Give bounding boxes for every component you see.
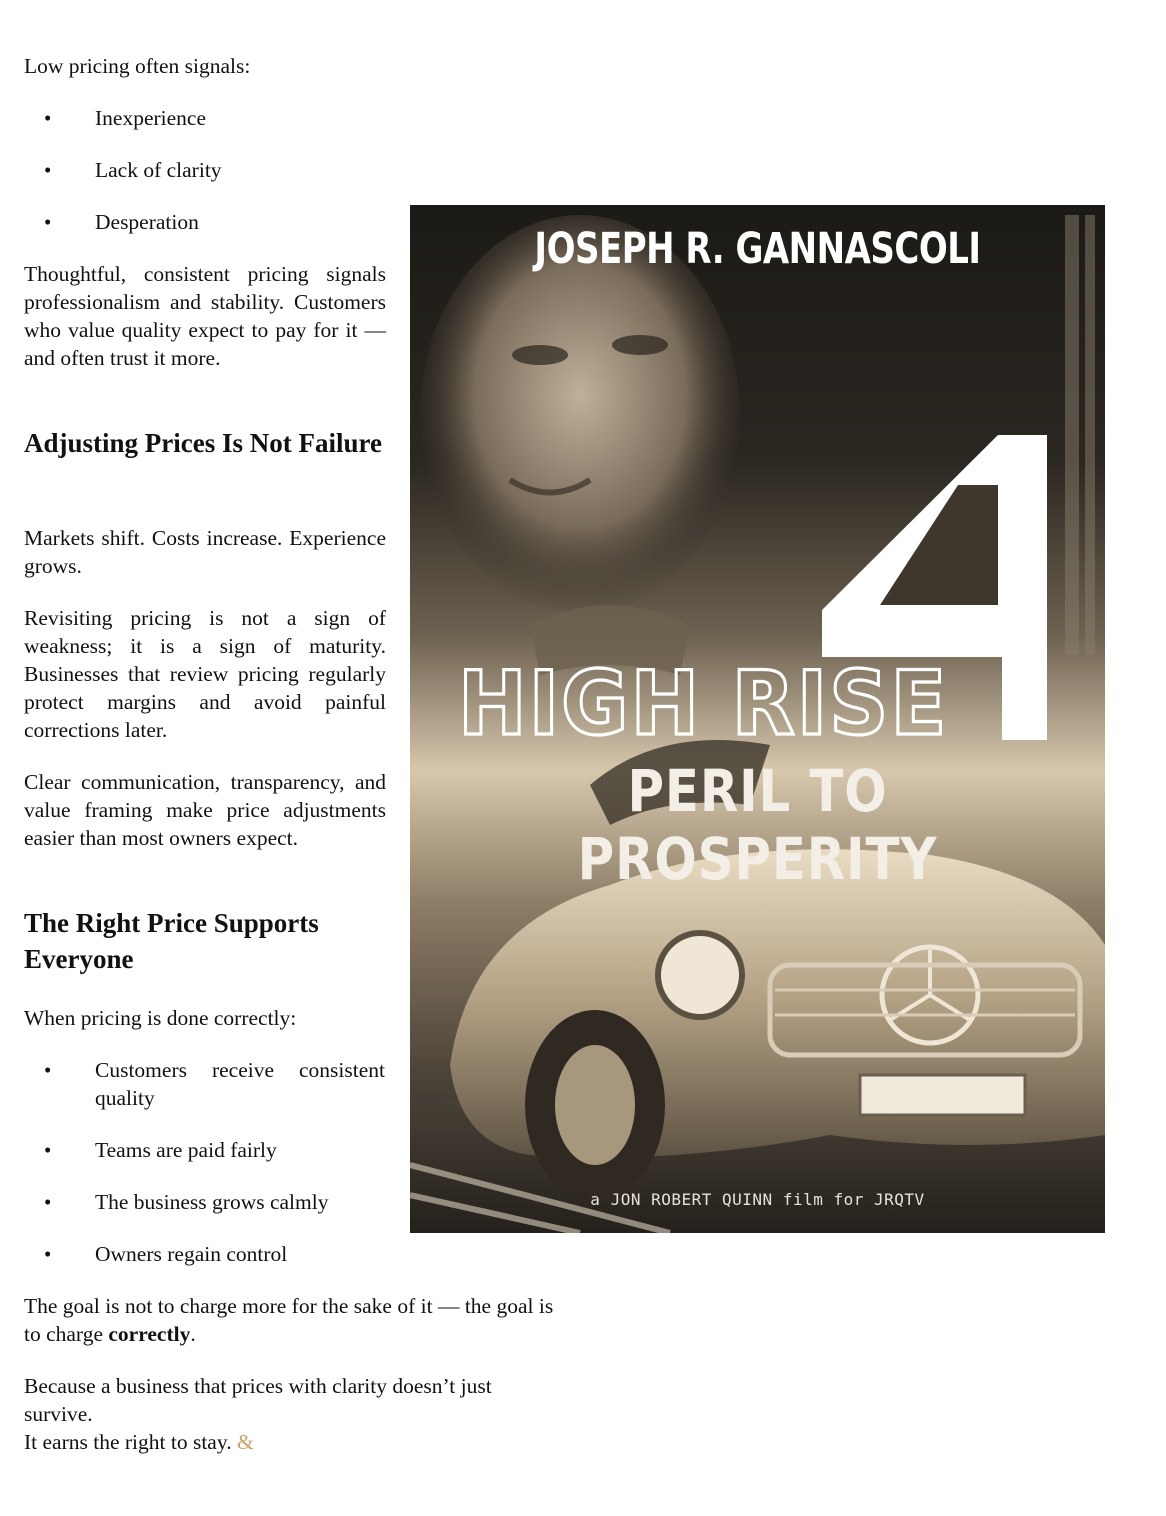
portrait-face [420,215,740,615]
heading-adjusting-prices: Adjusting Prices Is Not Failure [24,428,382,458]
closing-line-2: It earns the right to stay. [24,1430,232,1454]
bullet-marker: • [44,1058,52,1082]
paragraph-goal [24,1292,564,1348]
paragraph-revisiting-pricing: Revisiting pricing is not a sign of weakness; it is a sign of maturity. Businesses that review pricing regularly protect margins and avoid painful corrections later. [24,606,386,742]
goal-period: . [190,1322,196,1346]
list-item: Desperation [95,210,199,234]
paragraph-clear-communication: Clear communication, transparency, and value framing make price adjustments easier than most owners expect. [24,770,386,850]
poster-credit: a JON ROBERT QUINN film for JRQTV [590,1190,925,1209]
paragraph-markets-shift: Markets shift. Costs increase. Experience grows. [24,526,386,578]
closing-line-1: Because a business that prices with clarity doesn’t just survive. [24,1374,492,1426]
list-item: The business grows calmly [95,1190,329,1214]
list-item: Owners regain control [95,1242,288,1266]
goal-text: The goal is not to charge more for the sake of it — the goal is to charge [24,1294,554,1346]
poster-title: HIGH RISE [458,653,949,756]
movie-poster-image [410,205,1105,1233]
list-item: Lack of clarity [95,158,222,182]
closing-paragraph [24,1428,564,1456]
bullet-marker: • [44,106,52,130]
list-item: Customers receive consistent quality [95,1058,385,1110]
paragraph-when-correct: When pricing is done correctly: [24,1006,297,1030]
list-item: Teams are paid fairly [95,1138,277,1162]
end-mark-icon: & [236,1430,254,1454]
bullet-marker: • [44,1242,52,1266]
poster-author: JOSEPH R. GANNASCOLI [534,224,981,274]
bullet-marker: • [44,1138,52,1162]
paragraph-consistent-pricing: Thoughtful, consistent pricing signals professionalism and stability. Customers who value quality expect to pay for it — and often trust it more. [24,262,386,370]
poster-subtitle: PERIL TO PROSPERITY [577,757,938,893]
bullet-marker: • [44,1190,52,1214]
intro-text: Low pricing often signals: [24,54,251,78]
heading-right-price: The Right Price Supports Everyone [24,908,319,974]
goal-emphasis: correctly [108,1322,191,1346]
bullet-marker: • [44,158,52,182]
bullet-marker: • [44,210,52,234]
list-item: Inexperience [95,106,207,130]
